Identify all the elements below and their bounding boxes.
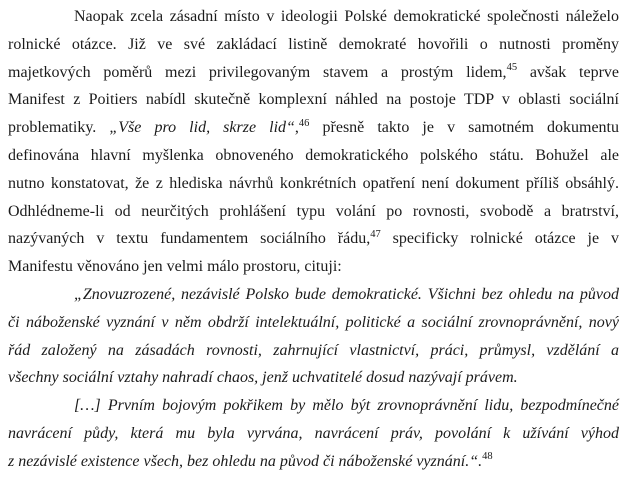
text-line [8, 281, 619, 309]
text-segment: navrácení půdy, která mu byla vyrvána, navrácení práv, povolání k užívání výhod [8, 424, 619, 442]
text-line [8, 225, 619, 253]
text-segment: […] Prvním bojovým pokřikem by mělo být zrovnoprávnění lidu, bezpodmínečné [74, 397, 619, 415]
text-line [8, 114, 619, 142]
text-line [8, 170, 619, 198]
text-segment: majetkových poměrů mezi privilegovaným stavem a prostým lidem, [8, 63, 507, 81]
text-line [8, 420, 619, 448]
text-line [8, 59, 619, 87]
text-segment: přesně takto je v samotném dokumentu [309, 119, 619, 137]
text-segment: všechny sociální vztahy nahradí chaos, jenž uchvatitelé dosud nazývají právem. [8, 369, 518, 387]
text-line [8, 253, 619, 281]
text-line [8, 142, 619, 170]
text-segment: z nezávislé existence všech, bez ohledu na původ či náboženské vyznání.“. [8, 452, 483, 470]
text-segment: Odhlédneme-li od neurčitých prohlášení typu volání po rovnosti, svobodě a bratrství, [8, 202, 619, 220]
text-segment: či náboženské vyznání v něm obdrží intelektuální, politické a sociální zrovnoprávnění, nový [8, 313, 619, 331]
text-segment: nazývaných v textu fundamentem sociálního řádu, [8, 230, 371, 248]
text-segment: problematiky. [8, 119, 110, 137]
text-segment: , [294, 119, 299, 137]
text-segment: „Znovuzrozené, nezávislé Polsko bude demokratické. Všichni bez ohledu na původ [74, 285, 619, 303]
text-line [8, 31, 619, 59]
text-segment: Manifestu věnováno jen velmi málo prostoru, cituji: [8, 258, 342, 276]
footnote-ref: 45 [506, 62, 518, 74]
text-segment: avšak teprve [517, 63, 619, 81]
footnote-ref: 47 [370, 228, 381, 240]
text-segment: nutno konstatovat, že z hlediska návrhů konkrétních opatření není dokument příliš obsáhlý. [8, 174, 619, 192]
text-segment: specificky rolnické otázce je v [380, 230, 620, 248]
text-line [8, 392, 619, 420]
text-line [8, 448, 619, 476]
text-segment: „Vše pro lid, skrze lid“ [109, 119, 295, 137]
text-line [8, 337, 619, 365]
text-line [8, 3, 619, 31]
text-line [8, 198, 619, 226]
footnote-ref: 46 [298, 117, 310, 129]
text-segment: Manifest z Poitiers nabídl skutečně komplexní náhled na postoje TDP v oblasti sociální [8, 91, 619, 109]
footnote-ref: 48 [482, 451, 493, 463]
text-segment: definována hlavní myšlenka obnoveného demokratického polského státu. Bohužel ale [8, 146, 619, 164]
text-segment: rolnické otázce. Již ve své zakládací listině demokraté hovořili o nutnosti proměny [8, 35, 619, 53]
text-segment: řád založený na zásadách rovnosti, zahrnující vlastnictví, práci, průmysl, vzdělání a [8, 341, 619, 359]
text-line [8, 309, 619, 337]
text-line [8, 364, 619, 392]
text-segment: Naopak zcela zásadní místo v ideologii Polské demokratické společnosti náleželo [74, 8, 619, 25]
text-line [8, 86, 619, 114]
